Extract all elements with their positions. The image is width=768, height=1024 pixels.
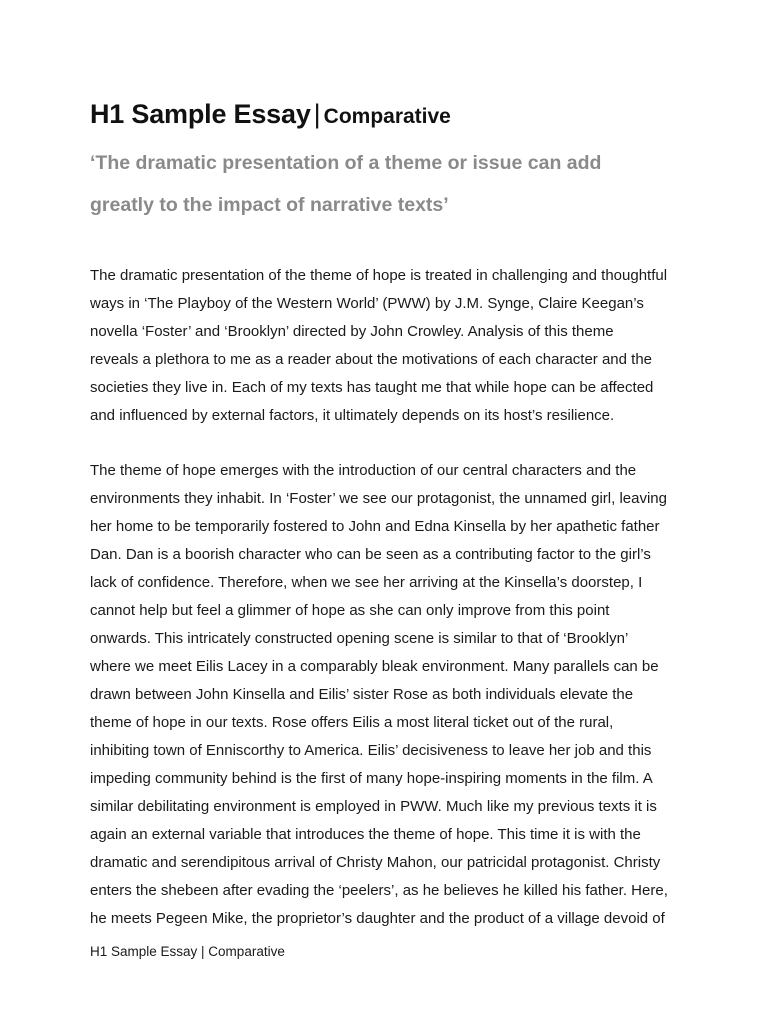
paragraph-line: ways in ‘The Playboy of the Western World’ (PWW) by J.M. Synge, Claire Keegan’s	[90, 295, 644, 312]
title-main: H1 Sample Essay	[90, 99, 311, 129]
paragraph-introduction	[90, 262, 690, 430]
paragraph-line: reveals a plethora to me as a reader about the motivations of each character and the	[90, 351, 653, 368]
paragraph-line: lack of confidence. Therefore, when we see her arriving at the Kinsella’s doorstep, I	[90, 574, 643, 591]
paragraph-line: and influenced by external factors, it ultimately depends on its host’s resilience.	[90, 407, 615, 424]
title-separator: |	[313, 99, 321, 129]
paragraph-line: novella ‘Foster’ and ‘Brooklyn’ directed by John Crowley. Analysis of this theme	[90, 323, 614, 340]
paragraph-line: The dramatic presentation of the theme of hope is treated in challenging and thoughtful	[90, 267, 668, 284]
page-footer: H1 Sample Essay | Comparative	[90, 944, 285, 959]
paragraph-line: Dan. Dan is a boorish character who can be seen as a contributing factor to the girl’s	[90, 546, 651, 563]
essay-question-line: greatly to the impact of narrative texts’	[90, 194, 449, 216]
essay-question	[90, 142, 690, 226]
essay-question-line: ‘The dramatic presentation of a theme or issue can add	[90, 152, 602, 174]
paragraph-line: The theme of hope emerges with the introduction of our central characters and the	[90, 462, 637, 479]
essay-body	[90, 262, 690, 960]
paragraph-line: where we meet Eilis Lacey in a comparably bleak environment. Many parallels can be	[90, 658, 659, 675]
paragraph-line: onwards. This intricately constructed opening scene is similar to that of ‘Brooklyn’	[90, 630, 629, 647]
paragraph-line: impeding community behind is the first of many hope-inspiring moments in the film. A	[90, 770, 653, 787]
paragraph-line: dramatic and serendipitous arrival of Christy Mahon, our patricidal protagonist. Christy	[90, 854, 661, 871]
paragraph-line: he meets Pegeen Mike, the proprietor’s daughter and the product of a village devoid of	[90, 910, 665, 927]
paragraph-line: her home to be temporarily fostered to John and Edna Kinsella by her apathetic father	[90, 518, 660, 535]
paragraph-line: societies they live in. Each of my texts has taught me that while hope can be affected	[90, 379, 654, 396]
paragraph-line: theme of hope in our texts. Rose offers Eilis a most literal ticket out of the rural,	[90, 714, 614, 731]
paragraph-line: enters the shebeen after evading the ‘peelers’, as he believes he killed his father. Here,	[90, 882, 668, 899]
paragraph-body	[90, 457, 690, 933]
page-title	[90, 94, 690, 135]
paragraph-line: again an external variable that introduces the theme of hope. This time it is with the	[90, 826, 641, 843]
paragraph-line: similar debilitating environment is employed in PWW. Much like my previous texts it is	[90, 798, 657, 815]
paragraph-line: drawn between John Kinsella and Eilis’ sister Rose as both individuals elevate the	[90, 686, 634, 703]
paragraph-line: inhibiting town of Enniscorthy to America. Eilis’ decisiveness to leave her job and this	[90, 742, 652, 759]
paragraph-line: environments they inhabit. In ‘Foster’ we see our protagonist, the unnamed girl, leaving	[90, 490, 667, 507]
title-subheading: Comparative	[323, 105, 451, 128]
paragraph-line: cannot help but feel a glimmer of hope as she can only improve from this point	[90, 602, 610, 619]
